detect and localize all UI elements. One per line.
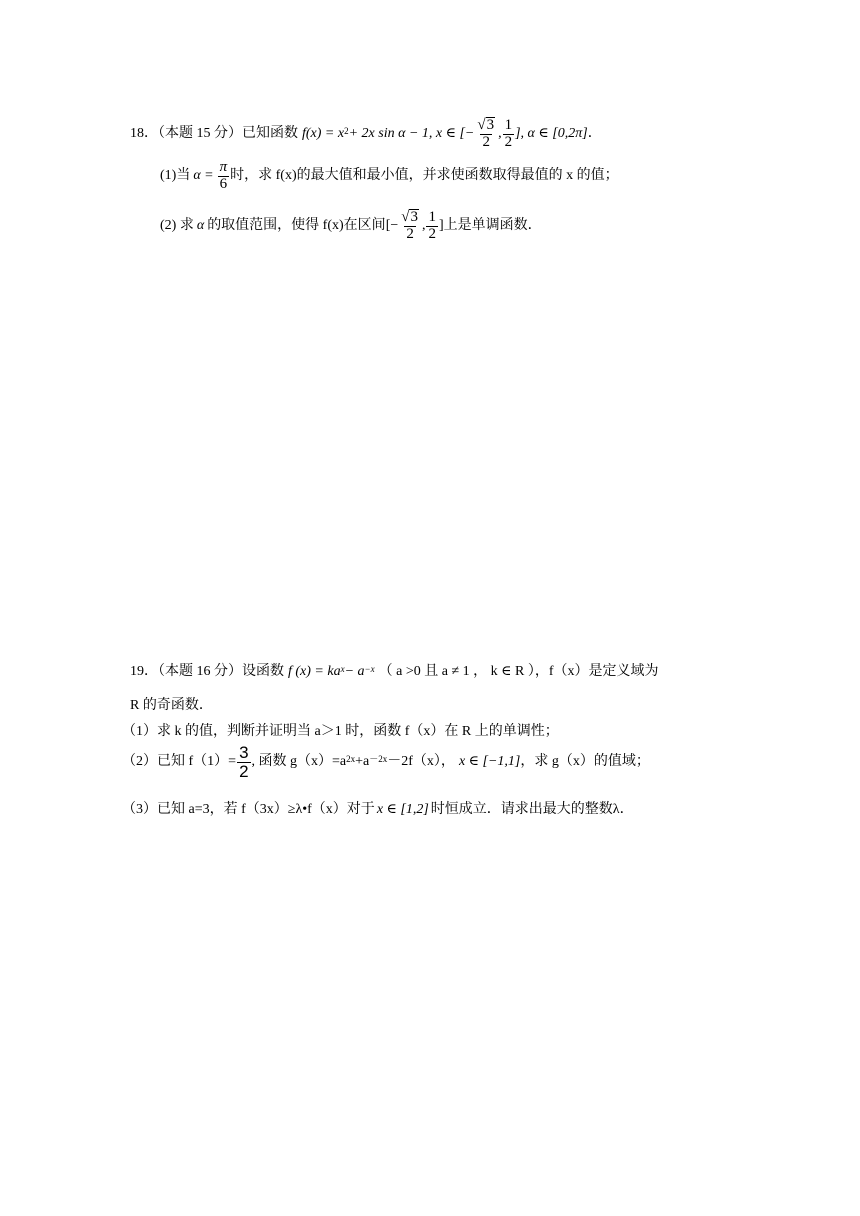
q18-formula-b: (x) = x xyxy=(305,126,345,141)
q18-p2-alpha: α xyxy=(196,218,205,233)
q19-p2-plus: +a xyxy=(355,754,370,769)
q18-formula-e: ], α ∈ [0,2π] xyxy=(515,126,588,141)
q19-intro: 19．（本题 16 分）设函数 xyxy=(130,664,284,679)
q18-p2-open: [− xyxy=(385,218,399,233)
q18-p1-six: 6 xyxy=(219,175,228,192)
q18-p1-alpha: α = xyxy=(193,168,214,183)
q19-stem: 19．（本题 16 分）设函数 f (x) = ka $^x$ − a $^{-x}$ （ a >0 且 a ≠ 1 ， k ∈ R ），f（x）是定义域为 xyxy=(130,664,659,679)
q19-f-formula: f (x) = ka xyxy=(288,664,341,679)
q18-p2-den-b: 2 xyxy=(428,225,436,242)
q18-part1 xyxy=(160,156,619,196)
q19-p2-num: 3 xyxy=(239,742,249,762)
q19-p2-den: 2 xyxy=(239,761,249,781)
q19-p3-end: 时恒成立．请求出最大的整数λ． xyxy=(430,802,634,817)
q18-p1-frac xyxy=(218,160,230,193)
q19-p3-dom: x ∈ [1,2] xyxy=(376,802,429,817)
q19-p1: （1）求 k 的值，判断并证明当 a＞1 时，函数 f（x）在 R 上的单调性； xyxy=(122,724,559,739)
q18-comma: , xyxy=(498,126,502,141)
q18-p2-den-a: 2 xyxy=(406,226,414,242)
q19-p2-dom: x ∈ [−1,1] xyxy=(458,754,521,769)
q18-p2-close: ] xyxy=(438,218,444,233)
q18-den-a: 2 xyxy=(482,134,490,150)
q18-p2-comma: , xyxy=(421,218,426,233)
q18-frac-sqrt3-over-2: √ 3 2 xyxy=(477,117,495,150)
q19-p3-pre: （3）已知 a=3，若 f（3x）≥λ•f（x）对于 xyxy=(122,802,375,817)
q18-p1-pre: (1)当 xyxy=(160,168,191,183)
q18-den-b: 2 xyxy=(504,133,513,150)
q18-p2-frac-half xyxy=(426,210,438,243)
q18-intro: 18．（本题 15 分）已知函数 xyxy=(130,126,298,141)
q18-part2 xyxy=(160,204,542,248)
q19-part3 xyxy=(122,800,634,820)
q19-p2-tail: －2f（x）， xyxy=(387,754,455,769)
q19-part2: （2）已知 f（1）= $\frac{3}{2}$ , 函数 g（x）=a $^{2x}$ +a $^{-2x}$ －2f（x）， x ∈ [−1,1] ，求 g（x）的值域； xyxy=(122,742,650,781)
q19-p2-mid: , 函数 g（x）=a xyxy=(251,754,347,769)
q18-p2-sqrt3: 3 xyxy=(410,209,418,226)
q19-p2-frac xyxy=(237,744,250,781)
q18-formula-f: f xyxy=(302,126,306,141)
q18-frac-half xyxy=(503,118,515,151)
q18-p1-pi: π xyxy=(219,158,228,175)
q18-p2-frac-sqrt3: √ 3 2 xyxy=(401,209,418,242)
q18-p2-post: 上是单调函数． xyxy=(443,218,542,233)
q19-part1 xyxy=(122,722,559,742)
q19-p2-end: ，求 g（x）的值域； xyxy=(520,754,650,769)
q19-cond: （ a >0 且 a ≠ 1 ， k ∈ R ），f（x）是定义域为 xyxy=(378,664,659,679)
q18-end: ． xyxy=(587,126,602,141)
q19-p2-pre: （2）已知 f（1）= xyxy=(122,754,237,769)
q19-stem-line2 xyxy=(130,696,213,716)
q18-sqrt3: 3 xyxy=(486,117,495,134)
q18-stem: 18．（本题 15 分）已知函数 f (x) = x $^2$ + 2x sin α − 1, x ∈ [− √ 3 2 , $\frac{1}{2}$ ], α ∈ [0,2π] ． xyxy=(130,116,602,150)
q18-p2-mid: 的取值范围，使得 f(x)在区间 xyxy=(207,218,386,233)
q18-p1-post: 时，求 f(x)的最大值和最小值，并求使函数取得最值的 x 的值； xyxy=(230,168,619,183)
q18-half-num: 1 xyxy=(504,116,513,133)
q19-minus-a: − a xyxy=(344,664,365,679)
q19-line2: R 的奇函数． xyxy=(130,698,213,713)
q18-formula-d: + 2x sin α − 1, x ∈ [− xyxy=(348,126,475,141)
q18-p2-one: 1 xyxy=(428,208,436,225)
q18-p2-pre: (2) 求 xyxy=(160,218,194,233)
